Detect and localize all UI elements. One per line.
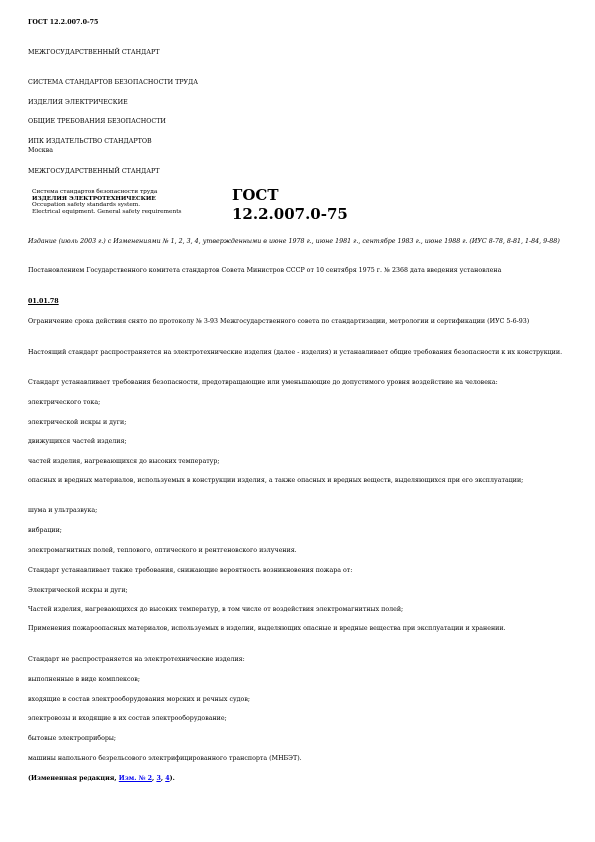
- list-item: электрической искры и дуги;: [28, 419, 127, 426]
- ssbt-heading: СИСТЕМА СТАНДАРТОВ БЕЗОПАСНОСТИ ТРУДА: [28, 79, 198, 86]
- revision-prefix: (Измененная редакция,: [28, 775, 117, 782]
- gost-label: ГОСТ: [232, 186, 279, 204]
- list-item: шума и ультразвука;: [28, 507, 98, 514]
- effective-date: 01.01.78: [28, 298, 59, 305]
- list-item: электрического тока;: [28, 399, 101, 406]
- products-heading: ИЗДЕЛИЯ ЭЛЕКТРИЧЕСКИЕ: [28, 99, 128, 106]
- list-item: бытовые электроприборы;: [28, 735, 117, 742]
- list-item: выполненные в виде комплексов;: [28, 676, 140, 683]
- list-item: движущихся частей изделия;: [28, 438, 127, 445]
- list-item: Частей изделия, нагревающихся до высоких температур, в том числе от воздействия электромагнитных полей;: [28, 606, 404, 613]
- scope-paragraph: Настоящий стандарт распространяется на электротехнические изделия (далее - изделия) и устанавливает общие требования безопасности к их конструкции.: [28, 349, 563, 356]
- exclusions-intro: Стандарт не распространяется на электротехнические изделия:: [28, 656, 245, 663]
- title-en-line: Occupation safety standards system.: [32, 202, 141, 209]
- title-ru-line: Система стандартов безопасности труда: [32, 189, 158, 195]
- list-item: электромагнитных полей, теплового, оптического и рентгеновского излучения.: [28, 547, 297, 554]
- amendment-2-link[interactable]: Изм. № 2: [118, 775, 153, 782]
- list-item: вибрации;: [28, 527, 62, 534]
- list-item: входящие в состав электрооборудования морских и речных судов;: [28, 696, 251, 703]
- edition-note: Издание (июль 2003 г.) с Изменениями № 1, 2, 3, 4, утвержденными в июне 1978 г., июне 1981 г., сентябре 1983 г., июне 1988 г. (ИУС 8-78, 8-81, 1-84, 9-88): [28, 238, 560, 245]
- gost-designation: [232, 186, 348, 224]
- list-item: Электрической искры и дуги;: [28, 587, 128, 594]
- resolution: Постановлением Государственного комитета стандартов Совета Министров СССР от 10 сентября 1975 г. № 2368 дата введения установлена: [28, 267, 502, 274]
- list-item: частей изделия, нагревающихся до высоких температур;: [28, 458, 220, 465]
- validity-note: Ограничение срока действия снято по протоколу № 3-93 Межгосударственного совета по стандартизации, метрологии и сертификации (ИУС 5-6-93): [28, 318, 530, 325]
- interstate-standard-heading: МЕЖГОСУДАРСТВЕННЫЙ СТАНДАРТ: [28, 49, 160, 56]
- title-en-products: Electrical equipment. General safety requirements: [32, 208, 182, 215]
- gost-number: 12.2.007.0-75: [232, 205, 348, 223]
- publisher: ИПК ИЗДАТЕЛЬСТВО СТАНДАРТОВ: [28, 138, 152, 145]
- city: Москва: [28, 147, 53, 154]
- fire-requirements-intro: Стандарт устанавливает также требования, снижающие вероятность возникновения пожара от:: [28, 567, 353, 574]
- list-item: опасных и вредных материалов, используемых в конструкции изделия, а также опасных и вредных веществ, выделяющихся при его эксплуатации;: [28, 477, 524, 484]
- general-requirements-heading: ОБЩИЕ ТРЕБОВАНИЯ БЕЗОПАСНОСТИ: [28, 118, 166, 125]
- amendment-4-link[interactable]: 4: [165, 775, 170, 782]
- title-ru-products: ИЗДЕЛИЯ ЭЛЕКТРОТЕХНИЧЕСКИЕ: [32, 195, 156, 202]
- interstate-standard-heading-2: МЕЖГОСУДАРСТВЕННЫЙ СТАНДАРТ: [28, 168, 160, 175]
- revision-note: (Измененная редакция, Изм. № 2, 3, 4).: [28, 775, 175, 782]
- scope-requirements: Стандарт устанавливает требования безопасности, предотвращающие или уменьшающие до допустимого уровня воздействие на человека:: [28, 379, 498, 386]
- list-item: Применения пожароопасных материалов, используемых в изделии, выделяющих опасные и вредные вещества при эксплуатации и хранении.: [28, 625, 506, 632]
- amendment-3-link[interactable]: 3: [156, 775, 161, 782]
- list-item: электровозы и входящие в их состав электрооборудование;: [28, 715, 227, 722]
- document-code: ГОСТ 12.2.007.0-75: [28, 19, 99, 26]
- revision-suffix: ).: [169, 775, 175, 782]
- list-item: машины напольного безрельсового электрифицированного транспорта (МНБЭТ).: [28, 755, 302, 762]
- title-block: [32, 189, 232, 215]
